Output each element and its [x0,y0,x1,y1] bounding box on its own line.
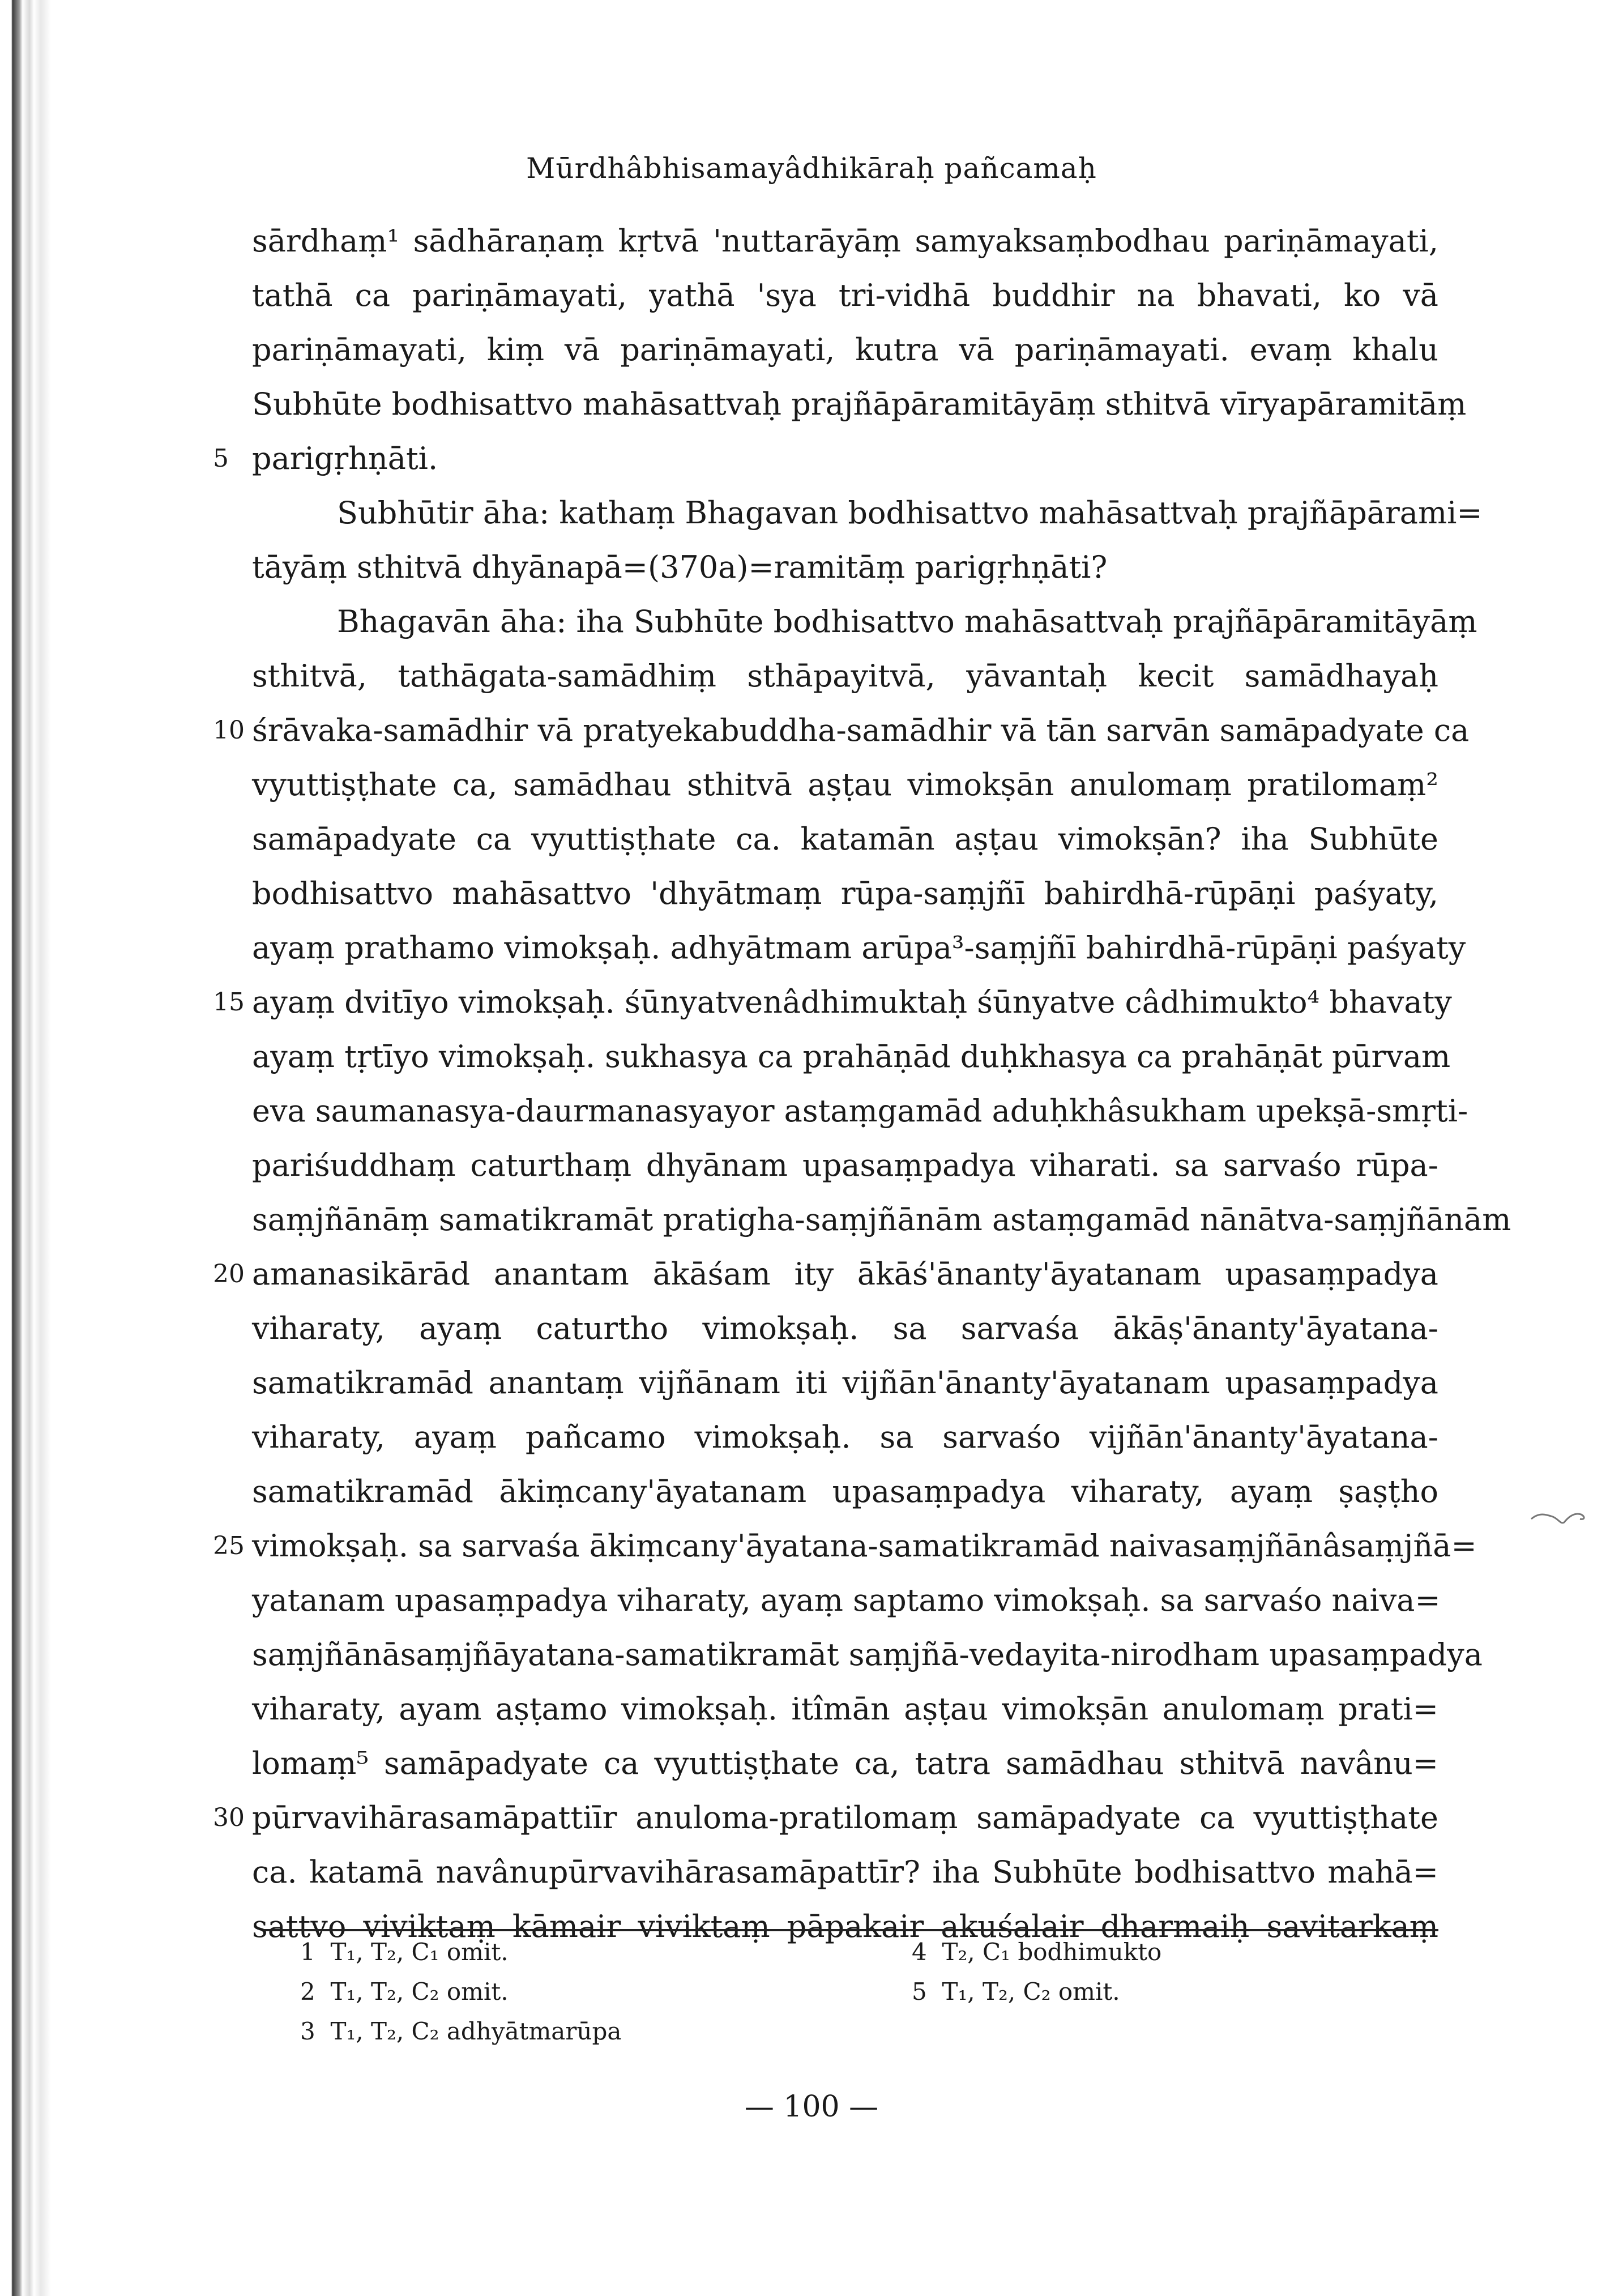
text-line: bodhisattvo mahāsattvo 'dhyātmaṃ rūpa-saṃjñī bahirdhā-rūpāṇi paśyaty, [252,876,1438,911]
text-line: viharaty, ayaṃ caturtho vimokṣaḥ. sa sarvaśa ākāṣ'ānanty'āyatana- [252,1311,1438,1346]
footnote-number: 4 [912,1938,927,1966]
footnote-2 [300,1972,509,2012]
line-number: 5 [213,444,229,473]
running-header: Mūrdhâbhisamayâdhikāraḥ pañcamaḥ [526,152,1097,185]
footnote-3 [300,2012,621,2051]
text-line: Bhagavān āha: iha Subhūte bodhisattvo mahāsattvaḥ prajñāpāramitāyāṃ [337,604,1477,639]
footnote-4 [912,1932,1161,1972]
text-line: viharaty, ayaṃ pañcamo vimokṣaḥ. sa sarvaśo vijñān'ānanty'āyatana- [252,1419,1438,1455]
text-line: pariśuddhaṃ caturthaṃ dhyānam upasaṃpadya viharati. sa sarvaśo rūpa- [252,1147,1438,1183]
text-line: viharaty, ayam aṣṭamo vimokṣaḥ. itîmān aṣṭau vimokṣān anulomaṃ prati= [252,1691,1438,1727]
footnote-text: T₁, T₂, C₂ omit. [330,1978,509,2005]
margin-pencil-mark [1529,1500,1591,1534]
footnote-text: T₂, C₁ bodhimukto [942,1938,1162,1966]
footnote-number: 2 [300,1978,315,2005]
text-line: parigṛhṇāti. [252,441,438,476]
text-line: ayaṃ dvitīyo vimokṣaḥ. śūnyatvenâdhimuktaḥ śūnyatve câdhimukto⁴ bhavaty [252,984,1452,1020]
text-line: sattvo viviktaṃ kāmair viviktaṃ pāpakair akuśalair dharmaiḥ savitarkaṃ [252,1909,1438,1944]
text-line: tāyāṃ sthitvā dhyānapā=(370a)=ramitāṃ parigṛhṇāti? [252,549,1108,585]
footnote-text: T₁, T₂, C₁ omit. [330,1938,509,1966]
text-line: Subhūtir āha: kathaṃ Bhagavan bodhisattvo mahāsattvaḥ prajñāpārami= [337,495,1483,531]
text-line: pūrvavihārasamāpattiīr anuloma-pratilomaṃ samāpadyate ca vyuttiṣṭhate [252,1800,1438,1836]
text-line: eva saumanasya-daurmanasyayor astaṃgamād aduḥkhâsukham upekṣā-smṛti- [252,1093,1468,1129]
text-line: pariṇāmayati, kiṃ vā pariṇāmayati, kutra vā pariṇāmayati. evaṃ khalu [252,332,1438,368]
text-line: Subhūte bodhisattvo mahāsattvaḥ prajñāpāramitāyāṃ sthitvā vīryapāramitāṃ [252,386,1467,422]
scan-binding-edge [0,0,62,2296]
text-line: ayaṃ prathamo vimokṣaḥ. adhyātmam arūpa³-saṃjñī bahirdhā-rūpāṇi paśyaty [252,930,1466,966]
footnote-number: 1 [300,1938,315,1966]
page-number: — 100 — [744,2090,879,2124]
text-line: tathā ca pariṇāmayati, yathā 'sya tri-vidhā buddhir na bhavati, ko vā [252,278,1438,313]
text-line: amanasikārād anantam ākāśam ity ākāś'ānanty'āyatanam upasaṃpadya [252,1256,1438,1292]
text-line: vimokṣaḥ. sa sarvaśa ākiṃcany'āyatana-samatikramād naivasaṃjñānâsaṃjñā= [252,1528,1477,1564]
line-number: 15 [213,988,245,1017]
text-line: lomaṃ⁵ samāpadyate ca vyuttiṣṭhate ca, tatra samādhau sthitvā navânu= [252,1746,1438,1781]
text-line: samatikramād ākiṃcany'āyatanam upasaṃpadya viharaty, ayaṃ ṣaṣṭho [252,1474,1438,1509]
footnote-1 [300,1932,509,1972]
footnote-text: T₁, T₂, C₂ omit. [942,1978,1120,2005]
text-line: sārdhaṃ¹ sādhāraṇaṃ kṛtvā 'nuttarāyāṃ samyaksaṃbodhau pariṇāmayati, [252,223,1438,259]
footnote-5 [912,1972,1120,2012]
text-line: śrāvaka-samādhir vā pratyekabuddha-samādhir vā tān sarvān samāpadyate ca [252,712,1470,748]
footnote-number: 3 [300,2017,315,2045]
line-number: 30 [213,1803,245,1832]
text-line: samatikramād anantaṃ vijñānam iti vijñān'ānanty'āyatanam upasaṃpadya [252,1365,1438,1401]
text-line: yatanam upasaṃpadya viharaty, ayaṃ saptamo vimokṣaḥ. sa sarvaśo naiva= [252,1582,1441,1618]
text-line: saṃjñānāṃ samatikramāt pratigha-saṃjñānām astaṃgamād nānātva-saṃjñānām [252,1202,1511,1237]
text-line: samāpadyate ca vyuttiṣṭhate ca. katamān aṣṭau vimokṣān? iha Subhūte [252,821,1438,857]
footnote-rule [263,1929,1438,1931]
footnote-text: T₁, T₂, C₂ adhyātmarūpa [330,2017,622,2045]
footnote-number: 5 [912,1978,927,2005]
line-number: 10 [213,716,245,745]
text-line: saṃjñānāsaṃjñāyatana-samatikramāt saṃjñā-vedayita-nirodham upasaṃpadya [252,1637,1483,1672]
line-number: 20 [213,1260,245,1288]
text-line: vyuttiṣṭhate ca, samādhau sthitvā aṣṭau vimokṣān anulomaṃ pratilomaṃ² [252,767,1438,803]
text-line: sthitvā, tathāgata-samādhiṃ sthāpayitvā, yāvantaḥ kecit samādhayaḥ [252,658,1438,694]
text-line: ca. katamā navânupūrvavihārasamāpattīr? iha Subhūte bodhisattvo mahā= [252,1854,1438,1890]
line-number: 25 [213,1531,245,1560]
text-line: ayaṃ tṛtīyo vimokṣaḥ. sukhasya ca prahāṇād duḥkhasya ca prahāṇāt pūrvam [252,1039,1451,1074]
